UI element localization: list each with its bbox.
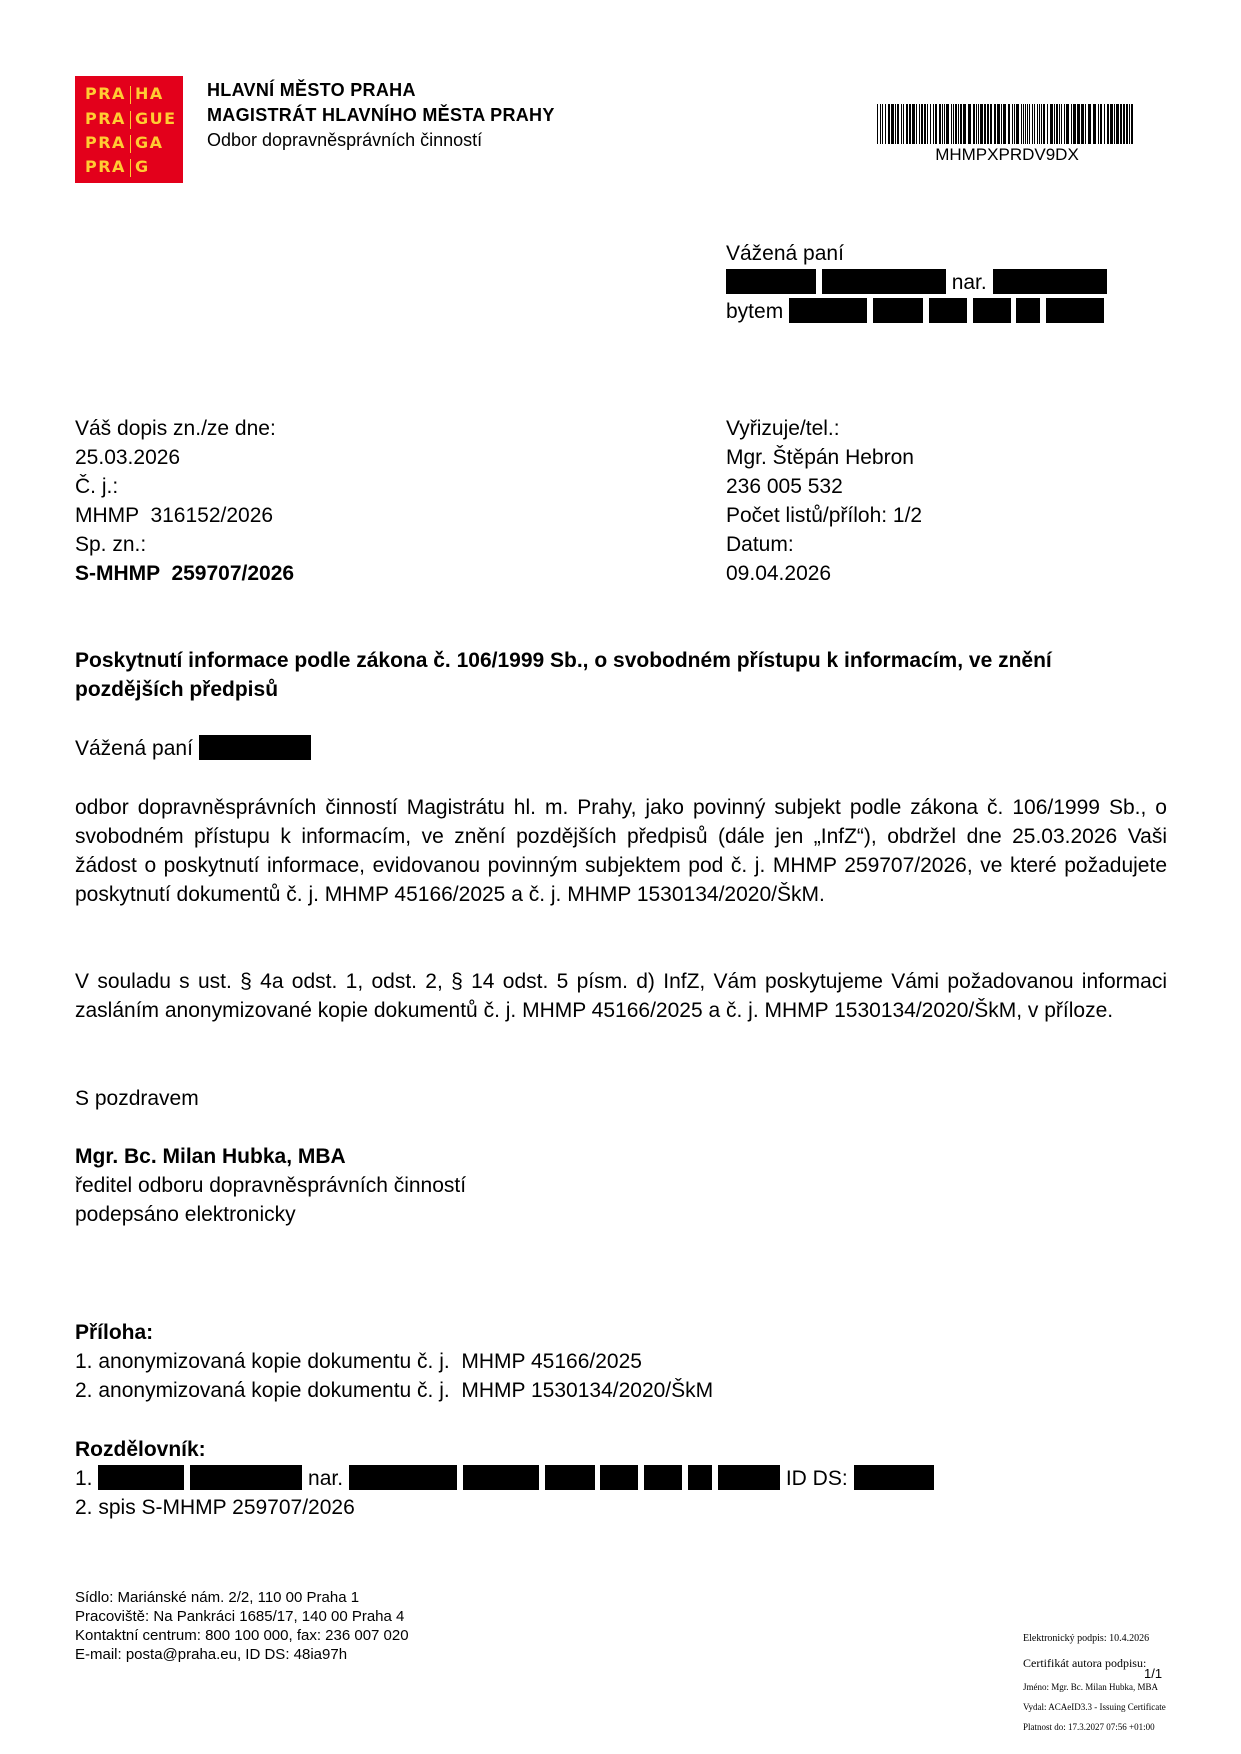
handler-name: Mgr. Štěpán Hebron — [726, 446, 914, 469]
signatory-name: Mgr. Bc. Milan Hubka, MBA — [75, 1145, 346, 1168]
redaction — [190, 1465, 302, 1490]
esign-validity: Platnost do: 17.3.2027 07:56 +01:00 — [1023, 1722, 1155, 1732]
redaction — [993, 269, 1107, 294]
esign-date: Elektronický podpis: 10.4.2026 — [1023, 1633, 1150, 1644]
item-number: 1. — [75, 1467, 93, 1490]
id-ds-label: ID DS: — [785, 1467, 848, 1490]
greeting-line — [75, 734, 311, 763]
logo-text: PRA — [85, 157, 126, 176]
redaction — [854, 1465, 934, 1490]
logo-text: HA — [135, 84, 164, 103]
redaction — [929, 298, 967, 323]
logo-text: PRA — [85, 84, 126, 103]
redaction — [98, 1465, 184, 1490]
meta-left — [75, 414, 294, 588]
redaction — [600, 1465, 638, 1490]
redaction — [718, 1465, 780, 1490]
nar-label: nar. — [308, 1467, 344, 1490]
recipient-name-line — [726, 268, 1107, 297]
logo-text: GA — [135, 133, 164, 152]
attachment-item: 2. anonymizovaná kopie dokumentu č. j. MHMP 1530134/2020/ŠkM — [75, 1379, 714, 1402]
footer-workplace: Pracoviště: Na Pankráci 1685/17, 140 00 Praha 4 — [75, 1608, 405, 1625]
greeting: Vážená paní — [75, 737, 193, 760]
redaction — [1046, 298, 1104, 323]
distribution-item — [75, 1464, 934, 1493]
spzn-label: Sp. zn.: — [75, 533, 147, 556]
distribution-heading: Rozdělovník: — [75, 1438, 206, 1461]
redaction — [545, 1465, 595, 1490]
signatory — [75, 1142, 466, 1229]
esign-issuer: Vydal: ACAeID3.3 - Issuing Certificate — [1023, 1702, 1166, 1712]
ref-date: 25.03.2026 — [75, 446, 181, 469]
header-city: HLAVNÍ MĚSTO PRAHA — [207, 80, 416, 100]
closing: S pozdravem — [75, 1087, 199, 1110]
footer-email: E-mail: posta@praha.eu, ID DS: 48ia97h — [75, 1646, 348, 1663]
header-magistrate: MAGISTRÁT HLAVNÍHO MĚSTA PRAHY — [207, 105, 555, 125]
redaction — [688, 1465, 712, 1490]
redaction — [1016, 298, 1040, 323]
redaction — [789, 298, 867, 323]
attachments — [75, 1318, 713, 1405]
barcode-code: MHMPXPRDV9DX — [935, 145, 1079, 164]
page-number: 1/1 — [1144, 1666, 1163, 1681]
redaction — [463, 1465, 539, 1490]
redaction — [349, 1465, 457, 1490]
body-paragraph: V souladu s ust. § 4a odst. 1, odst. 2, § 14 odst. 5 písm. d) InfZ, Vám poskytujeme Vámi požadovanou informaci zasláním anonymizované kopie dokumentů č. j. MHMP 45166/2025 a č. j. MHMP 1530134/2020/ŠkM, v příloze. — [75, 970, 1167, 1022]
cj-value: MHMP 316152/2026 — [75, 504, 274, 527]
subject — [75, 646, 1167, 704]
signatory-note: podepsáno elektronicky — [75, 1203, 296, 1226]
date-value: 09.04.2026 — [726, 562, 832, 585]
pages-label: Počet listů/příloh: 1/2 — [726, 504, 923, 527]
logo-text: G — [135, 157, 150, 176]
logo-text: PRA — [85, 133, 126, 152]
footer-contact: Kontaktní centrum: 800 100 000, fax: 236 007 020 — [75, 1627, 409, 1644]
logo-text: GUE — [135, 109, 177, 128]
redaction — [726, 269, 816, 294]
subject-line: Poskytnutí informace podle zákona č. 106/1999 Sb., o svobodném přístupu k informacím, ve znění — [75, 649, 1052, 672]
footer-seat: Sídlo: Mariánské nám. 2/2, 110 00 Praha 1 — [75, 1589, 360, 1606]
signatory-title: ředitel odboru dopravněsprávních činností — [75, 1174, 467, 1197]
ref-label: Váš dopis zn./ze dne: — [75, 417, 276, 440]
meta-right — [726, 414, 922, 588]
handler-phone: 236 005 532 — [726, 475, 843, 498]
redaction — [973, 298, 1011, 323]
cj-label: Č. j.: — [75, 475, 119, 498]
handler-label: Vyřizuje/tel.: — [726, 417, 840, 440]
redaction — [644, 1465, 682, 1490]
date-label: Datum: — [726, 533, 794, 556]
nar-label: nar. — [951, 271, 987, 294]
bytem-label: bytem — [726, 300, 784, 323]
recipient-salutation: Vážená paní — [726, 242, 844, 265]
distribution — [75, 1435, 934, 1522]
body-paragraph: odbor dopravněsprávních činností Magistrátu hl. m. Prahy, jako povinný subjekt podle zákona č. 106/1999 Sb., o svobodném přístupu k informacím, ve znění pozdějších předpisů (dále jen „InfZ“), obdržel dne 25.03.2026 Vaši žádost o poskytnutí informace, evidovanou povinným subjektem pod č. j. MHMP 259707/2026, ve které požadujete poskytnutí dokumentů č. j. MHMP 45166/2025 a č. j. MHMP 1530134/2020/ŠkM. — [75, 796, 1167, 906]
attachments-heading: Příloha: — [75, 1321, 154, 1344]
esign-name: Jméno: Mgr. Bc. Milan Hubka, MBA — [1023, 1682, 1158, 1692]
esign-cert: Certifikát autora podpisu: — [1023, 1656, 1147, 1670]
logo-text: PRA — [85, 109, 126, 128]
recipient-address-line — [726, 297, 1104, 326]
header-department: Odbor dopravněsprávních činností — [207, 130, 483, 150]
spzn-value: S-MHMP 259707/2026 — [75, 562, 295, 585]
praha-logo — [75, 76, 183, 183]
redaction — [199, 735, 311, 760]
footer — [75, 1588, 409, 1664]
attachment-item: 1. anonymizovaná kopie dokumentu č. j. MHMP 45166/2025 — [75, 1350, 642, 1373]
redaction — [822, 269, 946, 294]
barcode — [877, 104, 1137, 144]
redaction — [873, 298, 923, 323]
subject-line: pozdějších předpisů — [75, 678, 279, 701]
distribution-item: 2. spis S-MHMP 259707/2026 — [75, 1496, 355, 1519]
